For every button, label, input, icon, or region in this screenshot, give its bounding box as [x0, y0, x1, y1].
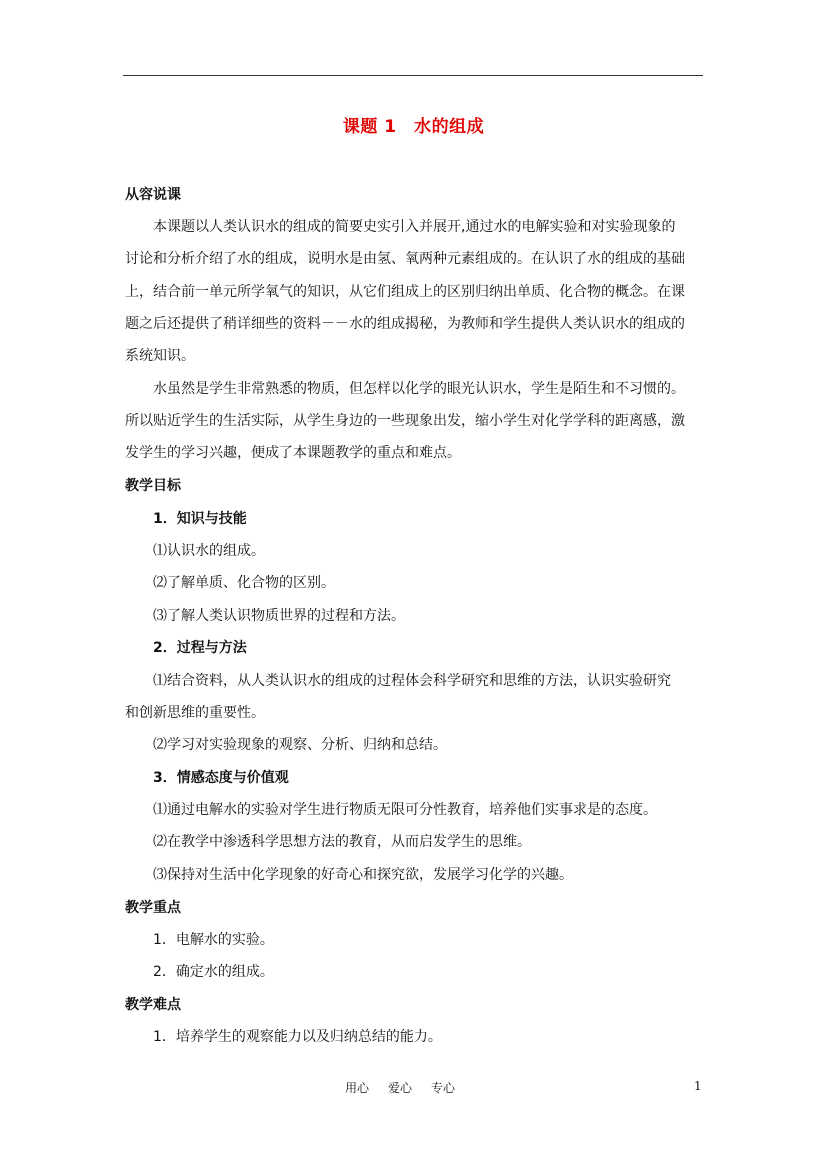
list-item: ⑵了解单质、化合物的区别。: [153, 575, 335, 591]
list-item-continuation: 和创新思维的重要性。: [125, 705, 265, 721]
list-item: ⑶保持对生活中化学现象的好奇心和探究欲，发展学习化学的兴趣。: [153, 867, 573, 883]
paragraph-line: 讨论和分析介绍了水的组成，说明水是由氢、氧两种元素组成的。在认识了水的组成的基础: [125, 251, 685, 267]
list-item: ⑶了解人类认识物质世界的过程和方法。: [153, 608, 405, 624]
list-item: ⑴结合资料，从人类认识水的组成的过程体会科学研究和思维的方法，认识实验研究: [153, 673, 671, 689]
list-item: ⑴认识水的组成。: [153, 543, 265, 559]
page-title: 课题 1 水的组成: [342, 117, 485, 137]
section-heading-intro: 从容说课: [125, 187, 181, 203]
section-heading-key-points: 教学重点: [125, 900, 181, 916]
list-item: 2．确定水的组成。: [153, 964, 274, 980]
list-item: ⑵在教学中渗透科学思想方法的教育，从而启发学生的思维。: [153, 834, 531, 850]
subheading-knowledge: 1．知识与技能: [153, 511, 247, 527]
footer-text-right: 专心: [431, 1081, 456, 1095]
footer-text-left: 用心: [345, 1081, 370, 1095]
subheading-attitude: 3．情感态度与价值观: [153, 770, 289, 786]
page-number: 1: [694, 1079, 702, 1093]
paragraph-line: 发学生的学习兴趣，便成了本课题教学的重点和难点。: [125, 445, 461, 461]
header-rule: [123, 75, 703, 76]
paragraph-line: 题之后还提供了稍详细些的资料－－水的组成揭秘，为教师和学生提供人类认识水的组成的: [125, 316, 685, 332]
list-item: 1．培养学生的观察能力以及归纳总结的能力。: [153, 1029, 442, 1045]
section-heading-difficulties: 教学难点: [125, 997, 181, 1013]
paragraph-line: 系统知识。: [125, 348, 195, 364]
section-heading-goals: 教学目标: [125, 478, 181, 494]
paragraph-line: 所以贴近学生的生活实际，从学生身边的一些现象出发，缩小学生对化学学科的距离感，激: [125, 413, 685, 429]
paragraph-line: 上，结合前一单元所学氧气的知识，从它们组成上的区别归纳出单质、化合物的概念。在课: [125, 284, 685, 300]
paragraph-line: 本课题以人类认识水的组成的简要史实引入并展开,通过水的电解实验和对实验现象的: [153, 219, 676, 235]
footer-text-middle: 爱心: [388, 1081, 413, 1095]
list-item: 1．电解水的实验。: [153, 932, 274, 948]
list-item: ⑵学习对实验现象的观察、分析、归纳和总结。: [153, 737, 447, 753]
list-item: ⑴通过电解水的实验对学生进行物质无限可分性教育，培养他们实事求是的态度。: [153, 802, 657, 818]
paragraph-line: 水虽然是学生非常熟悉的物质，但怎样以化学的眼光认识水，学生是陌生和不习惯的。: [153, 381, 685, 397]
subheading-process: 2．过程与方法: [153, 640, 247, 656]
